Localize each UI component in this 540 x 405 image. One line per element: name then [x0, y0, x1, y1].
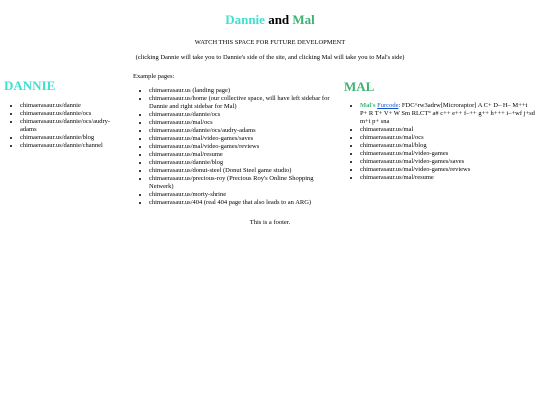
mal-heading: MAL: [344, 79, 375, 94]
mal-link[interactable]: chimaerasaur.us/mal/video-games/saves: [360, 158, 465, 165]
list-item: • chimaerasaur.us/mal/video-games/reviews: [149, 143, 338, 151]
list-item: [20, 142, 124, 150]
list-item: • chimaerasaur.us/precious-roy (Precious Roy's Online Shopping Netwerk): [149, 175, 338, 191]
site-title: [0, 12, 540, 28]
furcode-link[interactable]: Furcode: [377, 102, 399, 109]
subtitle: WATCH THIS SPACE FOR FUTURE DEVELOPMENT: [194, 39, 346, 46]
page-footer: This is a footer.: [249, 219, 291, 226]
page-header: [0, 12, 540, 62]
mal-link[interactable]: chimaerasaur.us/mal/ocs: [360, 134, 424, 141]
mal-column: [344, 79, 536, 182]
list-item: • chimaerasaur.us/morty-shrine: [149, 191, 338, 199]
list-item: [360, 150, 536, 158]
mal-link[interactable]: chimaerasaur.us/mal/video-games: [360, 150, 449, 157]
list-item: [20, 134, 124, 142]
list-item: [360, 166, 536, 174]
examples-column: [133, 73, 338, 207]
dannie-link[interactable]: chimaerasaur.us/dannie/ocs/audry-adams: [20, 118, 111, 133]
list-item: [360, 174, 536, 182]
list-item: • chimaerasaur.us/home (our collective space, will have left sidebar for Dannie and right sidebar for Mal): [149, 95, 338, 111]
furcode-item: [360, 102, 536, 126]
list-item: [20, 118, 124, 134]
dannie-link[interactable]: chimaerasaur.us/dannie: [20, 102, 81, 109]
dannie-link[interactable]: chimaerasaur.us/dannie/channel: [20, 142, 103, 149]
title-and: and: [268, 12, 290, 27]
mal-link[interactable]: chimaerasaur.us/mal/resume: [360, 174, 434, 181]
list-item: • chimaerasaur.us/mal/resume: [149, 151, 338, 159]
list-item: [360, 126, 536, 134]
dannie-link[interactable]: chimaerasaur.us/dannie/blog: [20, 134, 95, 141]
dannie-title-link[interactable]: Dannie: [225, 12, 265, 27]
list-item: • chimaerasaur.us/donut-steel (Donut Steel game studio): [149, 167, 338, 175]
list-item: [20, 110, 124, 118]
list-item: [360, 134, 536, 142]
list-item: • chimaerasaur.us/mal/video-games/saves: [149, 135, 338, 143]
mal-link-list: [344, 102, 536, 182]
dannie-column: [4, 78, 124, 150]
dannie-link[interactable]: chimaerasaur.us/dannie/ocs: [20, 110, 92, 117]
mal-link[interactable]: chimaerasaur.us/mal/blog: [360, 142, 427, 149]
dannie-heading: DANNIE: [4, 78, 56, 93]
list-item: • chimaerasaur.us/dannie/ocs: [149, 111, 338, 119]
list-item: • chimaerasaur.us/dannie/blog: [149, 159, 338, 167]
list-item: • chimaerasaur.us (landing page): [149, 87, 338, 95]
list-item: [360, 158, 536, 166]
furcode-text: : FDC^rw3adrw[Microraptor] A C+ D– H– M++t P+ R T+ V+ W Sm RLCT° a# c++ e++ f–++ g++ h+++ i–+wf j+sd m+i p+ sna: [360, 102, 535, 125]
explanation-text: (clicking Dannie will take you to Dannie's side of the site, and clicking Mal will take you to Mal's side): [135, 54, 405, 61]
list-item: [20, 102, 124, 110]
mal-link[interactable]: chimaerasaur.us/mal: [360, 126, 414, 133]
furcode-owner: Mal's: [360, 102, 376, 109]
mal-title-link[interactable]: Mal: [292, 12, 315, 27]
dannie-link-list: [4, 102, 124, 150]
list-item: [360, 142, 536, 150]
mal-link[interactable]: chimaerasaur.us/mal/video-games/reviews: [360, 166, 471, 173]
examples-list: [133, 87, 338, 207]
list-item: • chimaerasaur.us/dannie/ocs/audry-adams: [149, 127, 338, 135]
list-item: • chimaerasaur.us/mal/ocs: [149, 119, 338, 127]
examples-label: Example pages:: [133, 73, 175, 80]
list-item: • chimaerasaur.us/404 (real 404 page that also leads to an ARG): [149, 199, 338, 207]
